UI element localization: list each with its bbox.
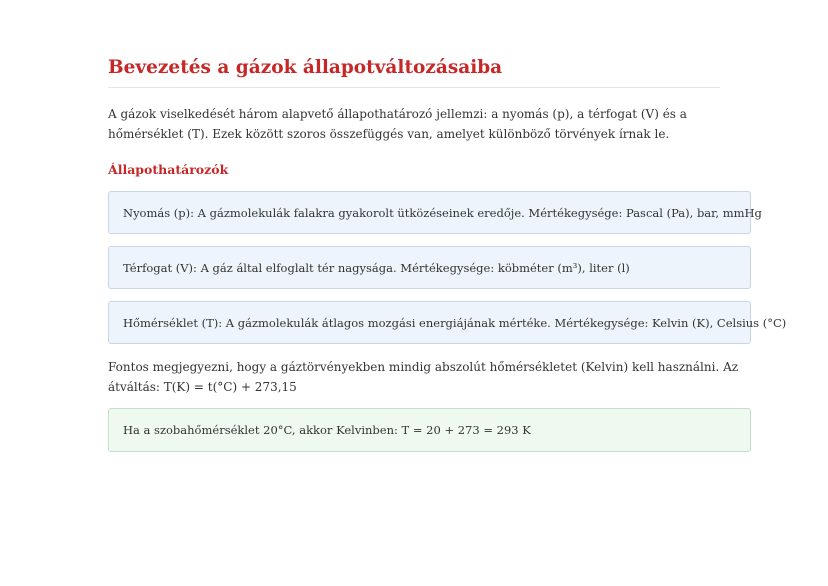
title-divider	[108, 87, 720, 88]
volume-info-box	[108, 246, 751, 289]
volume-text: Térfogat (V): A gáz által elfoglalt tér nagysága. Mértékegysége: köbméter (m³), liter (l)	[123, 260, 630, 275]
temperature-info-box	[108, 301, 787, 344]
pressure-info-box	[108, 191, 762, 234]
example-text: Ha a szobahőmérséklet 20°C, akkor Kelvinben: T = 20 + 273 = 293 K	[123, 423, 531, 437]
kelvin-note-paragraph: Fontos megjegyezni, hogy a gáztörvényekben mindig abszolút hőmérsékletet (Kelvin) kell használni. Az átváltás: T(K) = t(°C) + 273,15	[108, 360, 739, 394]
intro-paragraph: A gázok viselkedését három alapvető állapothatározó jellemzi: a nyomás (p), a térfogat (V) és a hőmérséklet (T). Ezek között szoros összefüggés van, amelyet különböző törvények írnak le.	[108, 107, 687, 141]
section-heading: Állapothatározók	[108, 162, 229, 177]
temperature-text: Hőmérséklet (T): A gázmolekulák átlagos mozgási energiájának mértéke. Mértékegysége: Kelvin (K), Celsius (°C)	[123, 315, 787, 330]
pressure-text: Nyomás (p): A gázmolekulák falakra gyakorolt ütközéseinek eredője. Mértékegysége: Pascal (Pa), bar, mmHg	[123, 205, 762, 220]
example-box	[108, 408, 751, 452]
page-title: Bevezetés a gázok állapotváltozásaiba	[108, 57, 503, 78]
